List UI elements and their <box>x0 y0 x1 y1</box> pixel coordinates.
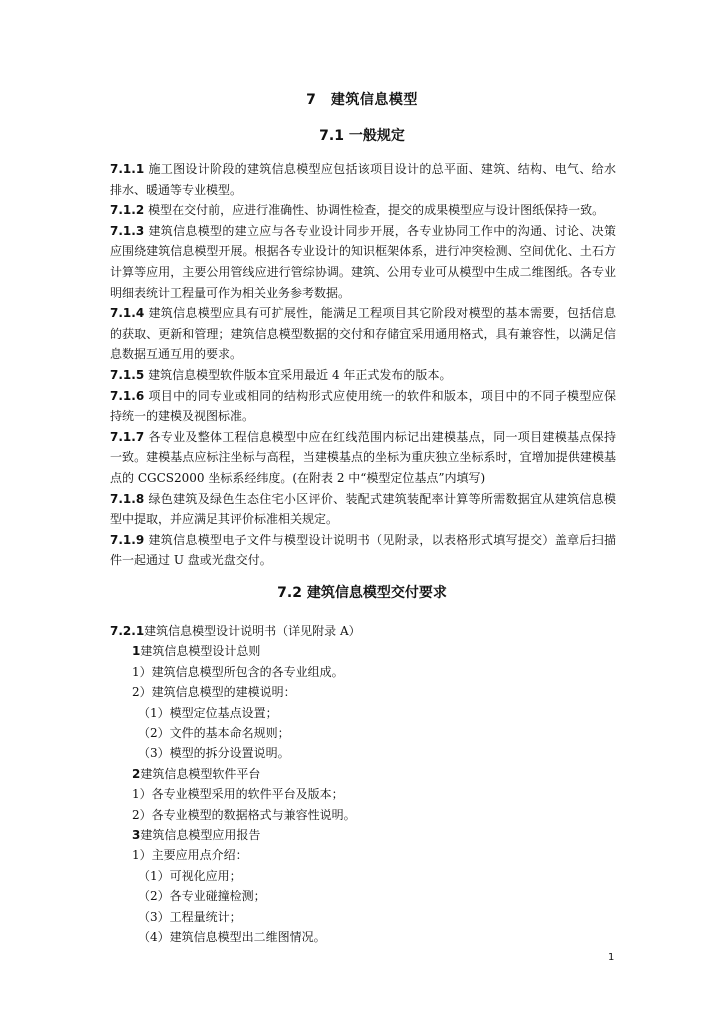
list-item: 1）主要应用点介绍： <box>132 848 248 863</box>
clause-7-1-5 <box>110 365 616 386</box>
clause-7-1-9 <box>110 530 616 571</box>
clause-7-1-8 <box>110 489 616 530</box>
clause-7-1-2 <box>110 200 616 221</box>
clause-7-1-3 <box>110 221 616 303</box>
clause-7-1-1 <box>110 159 616 200</box>
clause-text: 建筑信息模型的建立应与各专业设计同步开展，各专业协同工作中的沟通、讨论、决策应围绕建筑信息模型开展。根据各专业设计的知识框架体系，进行冲突检测、空间优化、土石方计算等应用，主要公用管线应进行管综协调。建筑、公用专业可从模型中生成二维图纸。各专业明细表统计工程量可作为相关业务参考数据。 <box>110 223 616 300</box>
clause-text: 建筑信息模型应具有可扩展性，能满足工程项目其它阶段对模型的基本需要，包括信息的获取、更新和管理；建筑信息模型数据的交付和存储宜采用通用格式，具有兼容性，以满足信息数据互通互用的要求。 <box>110 306 616 362</box>
clause-number: 7.1.4 <box>110 306 145 321</box>
clause-7-1-7 <box>110 427 616 489</box>
clause-number: 7.1.6 <box>110 388 145 403</box>
clause-number: 7.1.7 <box>110 429 145 444</box>
list-item: 3建筑信息模型应用报告 <box>132 828 261 843</box>
clause-7-2-1 <box>110 621 616 641</box>
list-item: 1建筑信息模型设计总则 <box>132 644 261 659</box>
clause-number: 7.1.3 <box>110 223 145 238</box>
chapter-title: 7 建筑信息模型 <box>306 92 418 108</box>
clause-text: 施工图设计阶段的建筑信息模型应包括该项目设计的总平面、建筑、结构、电气、给水排水、暖通等专业模型。 <box>110 162 616 197</box>
section-title-7-2: 7.2 建筑信息模型交付要求 <box>277 585 447 601</box>
list-item: （2）各专业碰撞检测； <box>138 889 266 904</box>
list-item: （3）工程量统计； <box>138 909 242 924</box>
section-7-2-body <box>110 621 616 948</box>
clause-number: 7.1.2 <box>110 203 145 218</box>
list-item: 2）各专业模型的数据格式与兼容性说明。 <box>132 807 356 822</box>
list-item: 2）建筑信息模型的建模说明： <box>132 685 296 700</box>
list-item: （3）模型的拆分设置说明。 <box>138 746 290 761</box>
clause-7-1-4 <box>110 303 616 365</box>
clause-text: 项目中的同专业或相同的结构形式应使用统一的软件和版本，项目中的不同子模型应保持统一的建模及视图标准。 <box>110 388 616 424</box>
clause-text: 建筑信息模型软件版本宜采用最近 4 年正式发布的版本。 <box>148 367 452 382</box>
list-item: （1）可视化应用； <box>138 868 242 883</box>
clause-text: 各专业及整体工程信息模型中应在红线范围内标记出建模基点，同一项目建模基点保持一致。建模基点应标注坐标与高程，当建模基点的坐标为重庆独立坐标系时，宜增加提供建模基点的 CGCS2000 坐标系经纬度。(在附表 2 中“模型定位基点”内填写) <box>110 429 616 485</box>
list-item: （1）模型定位基点设置； <box>138 705 278 720</box>
clause-text: 建筑信息模型设计说明书（详见附录 A） <box>144 624 361 638</box>
list-item: （2）文件的基本命名规则； <box>138 726 290 741</box>
clause-text: 绿色建筑及绿色生态住宅小区评价、装配式建筑装配率计算等所需数据宜从建筑信息模型中提取，并应满足其评价标准相关规定。 <box>110 491 616 527</box>
clause-number: 7.1.1 <box>110 162 145 176</box>
section-7-1-body <box>110 159 616 571</box>
clause-text: 建筑信息模型电子文件与模型设计说明书（见附录，以表格形式填写提交）盖章后扫描件一起通过 U 盘或光盘交付。 <box>110 532 616 568</box>
clause-7-1-6 <box>110 386 616 427</box>
clause-number: 7.2.1 <box>110 624 145 638</box>
list-item: （4）建筑信息模型出二维图情况。 <box>138 930 326 945</box>
clause-text: 模型在交付前，应进行准确性、协调性检查，提交的成果模型应与设计图纸保持一致。 <box>148 203 605 218</box>
page-number: 1 <box>608 952 615 963</box>
section-title-7-1: 7.1 一般规定 <box>319 128 405 144</box>
list-item: 1）建筑信息模型所包含的各专业组成。 <box>132 664 344 679</box>
list-item: 1）各专业模型采用的软件平台及版本； <box>132 787 344 802</box>
list-item: 2建筑信息模型软件平台 <box>132 766 261 781</box>
clause-number: 7.1.8 <box>110 491 145 506</box>
clause-number: 7.1.5 <box>110 367 145 382</box>
clause-number: 7.1.9 <box>110 532 145 547</box>
